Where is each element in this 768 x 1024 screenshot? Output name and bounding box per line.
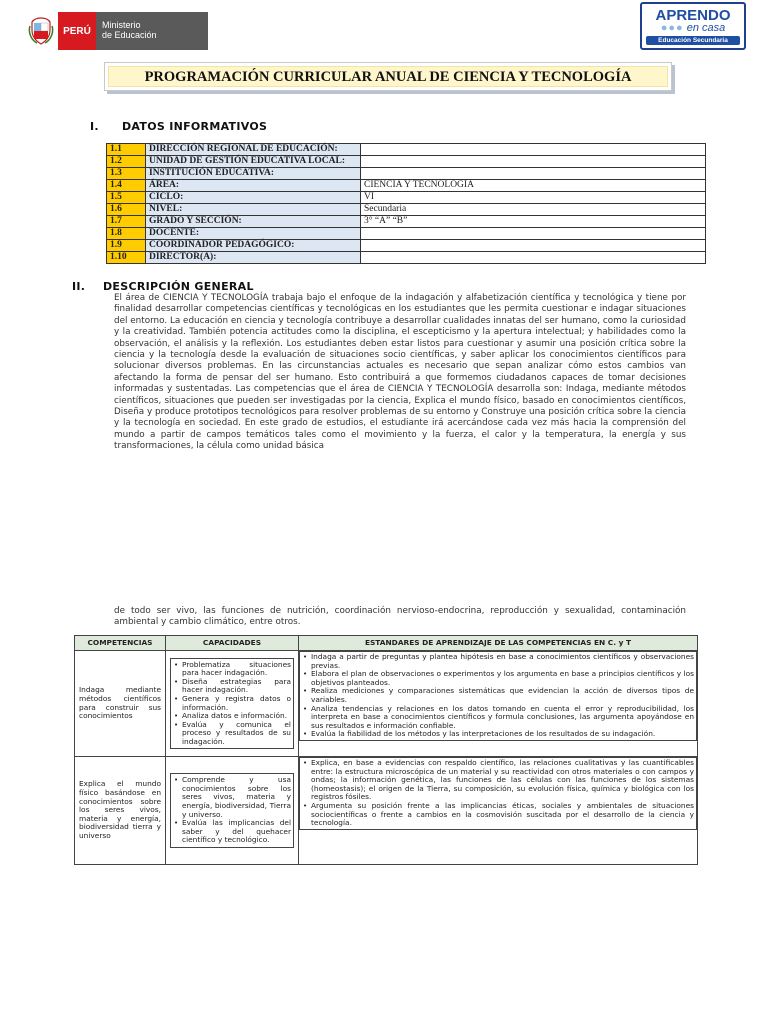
info-label: NIVEL: xyxy=(146,204,361,216)
info-number: 1.5 xyxy=(107,192,146,204)
aprendo-subtitle: ●●● en casa xyxy=(660,22,726,34)
capacities-list xyxy=(173,661,291,747)
aprendo-en-casa-logo xyxy=(640,2,746,50)
info-row xyxy=(107,192,706,204)
info-value xyxy=(361,144,706,156)
section-1-heading: DATOS INFORMATIVOS xyxy=(122,120,268,133)
info-row xyxy=(107,144,706,156)
info-number: 1.4 xyxy=(107,180,146,192)
info-row xyxy=(107,216,706,228)
info-value xyxy=(361,240,706,252)
info-number: 1.10 xyxy=(107,252,146,264)
minedu-logo xyxy=(24,12,208,50)
description-paragraph-2: de todo ser vivo, las funciones de nutrición, coordinación nervioso-endocrina, reproducción y sexualidad, contaminación ambiental y cambio climático, entre otros. xyxy=(114,606,686,628)
list-item: • Realiza mediciones y comparaciones sistemáticas que evidencian la acción de diversos tipos de variables. xyxy=(311,687,694,704)
header-capacidades: CAPACIDADES xyxy=(166,636,299,651)
standards-list xyxy=(302,759,694,828)
info-row xyxy=(107,156,706,168)
info-label: ÁREA: xyxy=(146,180,361,192)
info-number: 1.8 xyxy=(107,228,146,240)
info-label: UNIDAD DE GESTIÓN EDUCATIVA LOCAL: xyxy=(146,156,361,168)
info-value xyxy=(361,156,706,168)
list-item: • Comprende y usa conocimientos sobre los seres vivos, materia y energía, biodiversidad, Tierra y universo. xyxy=(182,776,291,819)
list-item: • Analiza datos e información. xyxy=(182,712,291,721)
section-1-number: I. xyxy=(90,120,99,133)
info-label: INSTITUCIÓN EDUCATIVA: xyxy=(146,168,361,180)
peru-crest-icon xyxy=(24,12,58,50)
info-label: CICLO: xyxy=(146,192,361,204)
info-number: 1.2 xyxy=(107,156,146,168)
info-label: DIRECCIÓN REGIONAL DE EDUCACIÓN: xyxy=(146,144,361,156)
document-title: PROGRAMACIÓN CURRICULAR ANUAL DE CIENCIA Y TECNOLOGÍA xyxy=(108,66,668,87)
info-value: Secundaria xyxy=(361,204,706,216)
competency-cell: Indaga mediante métodos científicos para construir sus conocimientos xyxy=(75,651,166,757)
competency-cell: Explica el mundo físico basándose en conocimientos sobre los seres vivos, materia y energía, biodiversidad tierra y universo xyxy=(75,757,166,865)
info-number: 1.7 xyxy=(107,216,146,228)
info-value xyxy=(361,228,706,240)
standards-box xyxy=(299,757,697,830)
document-title-box xyxy=(104,62,672,91)
competencies-table-header-row xyxy=(75,636,698,651)
list-item: • Analiza tendencias y relaciones en los datos tomando en cuenta el error y reproducibilidad, los interpreta en base a conocimientos científicos y formula conclusiones, las argumenta apoyándose en sus resultados e información confiable. xyxy=(311,705,694,731)
capacities-box xyxy=(170,773,294,848)
info-row xyxy=(107,180,706,192)
section-2-number: II. xyxy=(72,280,86,293)
info-value: 3° “A” “B” xyxy=(361,216,706,228)
peru-label: PERÚ xyxy=(58,12,96,50)
list-item: • Evalúa y comunica el proceso y resultados de su indagación. xyxy=(182,721,291,747)
info-label: DOCENTE: xyxy=(146,228,361,240)
capacities-box xyxy=(170,658,294,750)
info-row xyxy=(107,204,706,216)
info-label: DIRECTOR(A): xyxy=(146,252,361,264)
standards-cell xyxy=(299,651,698,757)
info-row xyxy=(107,240,706,252)
info-number: 1.9 xyxy=(107,240,146,252)
info-row xyxy=(107,252,706,264)
list-item: • Argumenta su posición frente a las implicancias éticas, sociales y ambientales de situaciones sociocientíficas o frente a cambios en la cosmovisión suscitada por el desarrollo de la ciencia y tecnología. xyxy=(311,802,694,828)
info-label: GRADO Y SECCIÓN: xyxy=(146,216,361,228)
table-row xyxy=(75,651,698,757)
info-number: 1.1 xyxy=(107,144,146,156)
aprendo-level-badge: Educación Secundaria xyxy=(646,36,740,45)
info-number: 1.3 xyxy=(107,168,146,180)
description-paragraph-1: El área de CIENCIA Y TECNOLOGÍA trabaja bajo el enfoque de la indagación y alfabetización científica y tecnológica y tiene por finalidad desarrollar competencias científicas y tecnológicas en los estudiantes que les permita cuestionar e indagar situaciones del entorno. La educación en ciencia y tecnología contribuye a desarrollar cualidades innatas del ser humano, como la curiosidad y la creatividad. También potencia actitudes como la disciplina, el escepticismo y la apertura intelectual; y habilidades como la observación, el análisis y la reflexión. Los estudiantes deben estar listos para cuestionar y asumir una posición crítica sobre la ciencia y la tecnología desde la evaluación de situaciones socio científicas, y saber aplicar los conocimientos científicos para solucionar diversos problemas. En las circunstancias actuales es necesario que sepan analizar cómo estos cambios van afectando la forma de pensar del ser humano. Esto contribuirá a que formemos ciudadanos capaces de tomar decisiones informadas y sustentadas. Las competencias que el área de CIENCIA Y TECNOLOGÍA desarrolla son: Indaga, mediante métodos científicos, situaciones que pueden ser investigadas por la ciencia, Explica el mundo físico, basado en conocimientos científicos, Diseña y produce prototipos tecnológicos para resolver problemas de su entorno y Construye una posición crítica sobre la ciencia y la tecnología en sociedad. En este grado de estudios, el estudiante irá acercándose cada vez más hacia la comprensión del mundo a partir de campos temáticos tales como el movimiento y la fuerza, el calor y la temperatura, la energía y sus transformaciones, la célula como unidad básica xyxy=(114,293,686,452)
list-item: • Evalúa la fiabilidad de los métodos y las interpretaciones de los resultados de su indagación. xyxy=(311,730,694,739)
header-estandares: ESTANDARES DE APRENDIZAJE DE LAS COMPETENCIAS EN C. y T xyxy=(299,636,698,651)
capacities-list xyxy=(173,776,291,845)
info-table xyxy=(106,143,706,264)
info-value xyxy=(361,252,706,264)
info-number: 1.6 xyxy=(107,204,146,216)
list-item: • Diseña estrategias para hacer indagación. xyxy=(182,678,291,695)
list-item: • Genera y registra datos o información. xyxy=(182,695,291,712)
header-competencias: COMPETENCIAS xyxy=(75,636,166,651)
capacities-cell xyxy=(166,757,299,865)
list-item: • Evalúa las implicancias del saber y del quehacer científico y tecnológico. xyxy=(182,819,291,845)
list-item: • Indaga a partir de preguntas y plantea hipótesis en base a conocimientos científicos y observaciones previas. xyxy=(311,653,694,670)
info-value: VI xyxy=(361,192,706,204)
aprendo-title: APRENDO xyxy=(655,7,731,24)
capacities-cell xyxy=(166,651,299,757)
dots-decoration-icon: ●●● xyxy=(660,22,684,34)
table-row xyxy=(75,757,698,865)
info-value: CIENCIA Y TECNOLOGIA xyxy=(361,180,706,192)
ministry-name: Ministerio de Educación xyxy=(96,12,208,50)
standards-cell xyxy=(299,757,698,865)
list-item: • Elabora el plan de observaciones o experimentos y los argumenta en base a principios científicos y los objetivos planteados. xyxy=(311,670,694,687)
standards-box xyxy=(299,651,697,741)
list-item: • Problematiza situaciones para hacer indagación. xyxy=(182,661,291,678)
section-2-heading: DESCRIPCIÓN GENERAL xyxy=(103,280,254,293)
info-label: COORDINADOR PEDAGÓGICO: xyxy=(146,240,361,252)
info-row xyxy=(107,168,706,180)
info-value xyxy=(361,168,706,180)
info-row xyxy=(107,228,706,240)
standards-list xyxy=(302,653,694,739)
competencies-table xyxy=(74,635,698,865)
list-item: • Explica, en base a evidencias con respaldo científico, las relaciones cualitativas y las cuantificables entre: la estructura microscópica de un material y su reactividad con otros materiales o con campos y ondas; la información genética, las funciones de las células con las funciones de los sistemas (homeostasis); el origen de la Tierra, su composición, su evolución física, química y biológica con los registros fósiles. xyxy=(311,759,694,802)
